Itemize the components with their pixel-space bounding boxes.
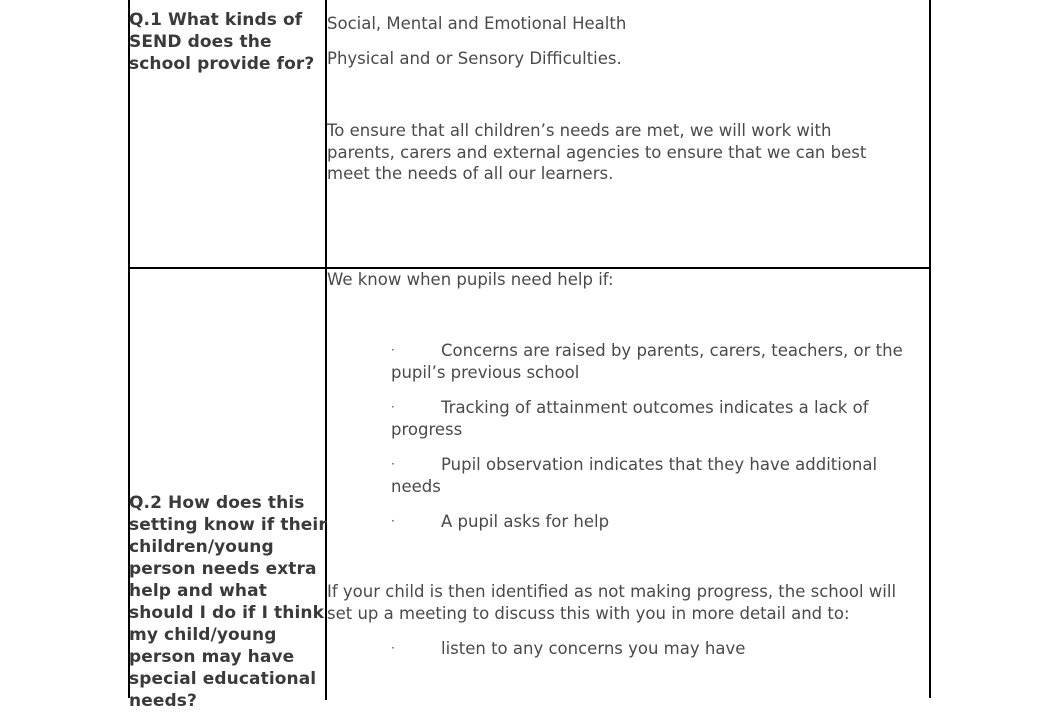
bullet-text: Pupil observation indicates that they have additional needs xyxy=(391,455,878,496)
bullet-item xyxy=(391,453,927,498)
bullet-item xyxy=(391,637,927,660)
answer-1-line-1: Social, Mental and Emotional Health xyxy=(327,14,627,33)
bullet-icon: · xyxy=(391,343,395,357)
bullet-item xyxy=(391,510,927,533)
answer-2-intro: We know when pupils need help if: xyxy=(327,270,614,289)
question-1: Q.1 What kinds of SEND does the school provide for? xyxy=(129,10,315,74)
bullet-icon: · xyxy=(391,457,395,471)
answer-2-followup: If your child is then identified as not making progress, the school will set up a meeting to discuss this with you in more detail and to: xyxy=(327,582,897,623)
answer-1-line-2: Physical and or Sensory Difficulties. xyxy=(327,49,622,68)
bullet-icon: · xyxy=(391,400,395,414)
question-2: Q.2 How does this setting know if their children/young person needs extra help and what should I do if I think my child/young person may have special educational needs? xyxy=(129,493,327,711)
bullet-text: Tracking of attainment outcomes indicates a lack of progress xyxy=(391,398,869,439)
bullet-item xyxy=(391,396,927,441)
bullet-text: Concerns are raised by parents, carers, teachers, or the pupil’s previous school xyxy=(391,341,903,382)
bullet-icon: · xyxy=(391,641,395,655)
bullet-item xyxy=(391,339,927,384)
answer-1-paragraph: To ensure that all children’s needs are met, we will work with parents, carers and external agencies to ensure that we can best meet the needs of all our learners. xyxy=(327,121,867,183)
bullet-text: listen to any concerns you may have xyxy=(441,639,746,658)
bullet-text: A pupil asks for help xyxy=(441,512,610,531)
bullet-icon: · xyxy=(391,514,395,528)
